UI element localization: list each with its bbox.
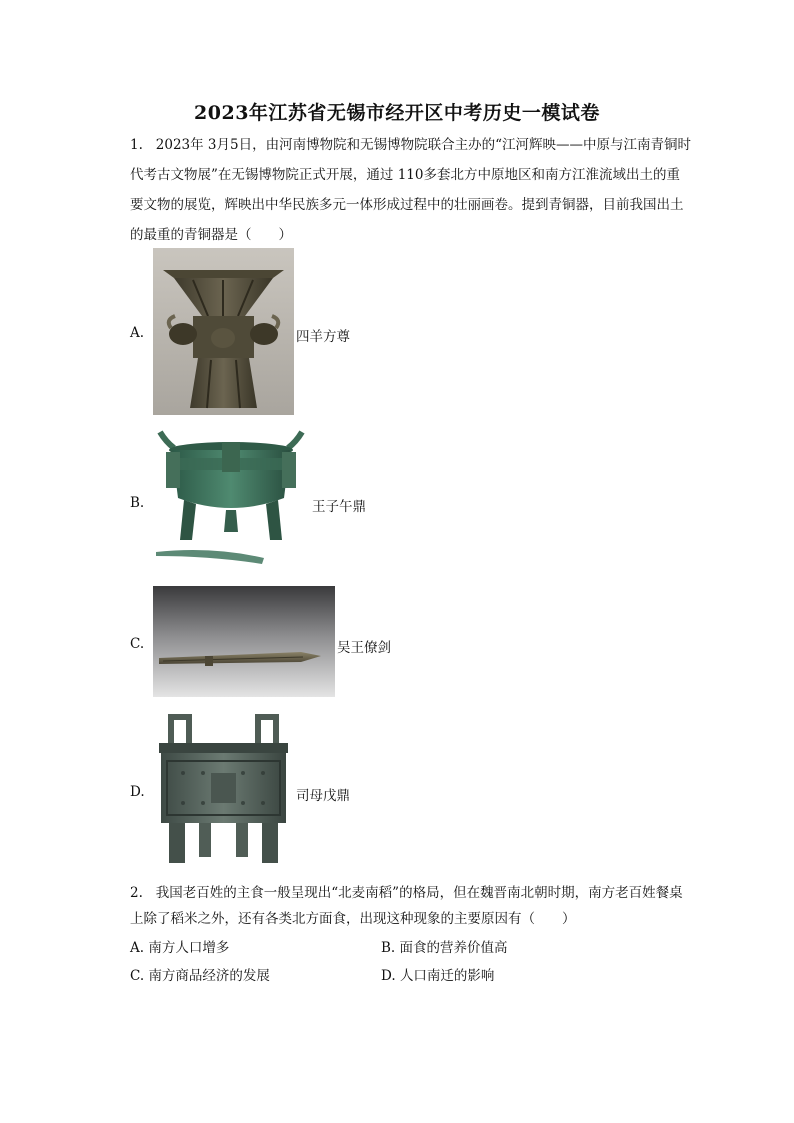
option-d-name: 司母戊鼎 (296, 788, 350, 804)
option-b-name: 王子午鼎 (312, 499, 366, 515)
option-2a-text: 南方人口增多 (148, 940, 230, 956)
question-2-options-row-1 (130, 936, 508, 956)
option-2d-label: D. (381, 968, 396, 984)
option-2c-text: 南方商品经济的发展 (148, 968, 270, 984)
option-d-image (153, 711, 294, 867)
option-2d (381, 964, 494, 984)
option-2c-label: C. (130, 968, 145, 984)
four-ram-zun-illustration (153, 248, 294, 415)
option-2b-label: B. (381, 940, 396, 956)
wangzi-wu-ding-illustration (152, 428, 310, 571)
simuwu-ding-illustration (153, 711, 294, 867)
option-c-name: 吴王僚剑 (337, 640, 391, 656)
question-1 (130, 130, 692, 250)
option-a-name: 四羊方尊 (296, 329, 350, 345)
option-a-label: A. (130, 325, 145, 341)
question-1-number: 1. (130, 137, 143, 153)
option-2c (130, 968, 270, 984)
option-c-image (153, 586, 335, 697)
option-b-image (152, 428, 310, 571)
option-d-label: D. (130, 784, 145, 800)
option-b-label: B. (130, 495, 145, 511)
option-2d-text: 人口南迁的影响 (399, 968, 495, 984)
option-c-label: C. (130, 636, 145, 652)
question-1-text: 2023年 3月5日，由河南博物院和无锡博物院联合主办的“江河辉映——中原与江南青铜时代考古文物展”在无锡博物院正式开展，通过 110多套北方中原地区和南方江淮流域出土的重要文物的展览，辉映出中华民族多元一体形成过程中的壮丽画卷。提到青铜器，目前我国出土的最重的青铜器是（ ） (130, 137, 691, 243)
option-2b (381, 936, 508, 956)
question-2-number: 2. (130, 885, 143, 901)
option-2a-label: A. (130, 940, 145, 956)
option-2a (130, 940, 229, 956)
option-a-image (153, 248, 294, 415)
question-2-options-row-2 (130, 964, 495, 984)
option-2b-text: 面食的营养价值高 (399, 940, 508, 956)
wu-wang-sword-illustration (153, 586, 335, 697)
question-2 (130, 880, 692, 932)
page-title: 2023年江苏省无锡市经开区中考历史一模试卷 (194, 102, 600, 124)
question-2-text: 我国老百姓的主食一般呈现出“北麦南稻”的格局，但在魏晋南北朝时期，南方老百姓餐桌上除了稻米之外，还有各类北方面食，出现这种现象的主要原因有（ ） (130, 885, 683, 927)
